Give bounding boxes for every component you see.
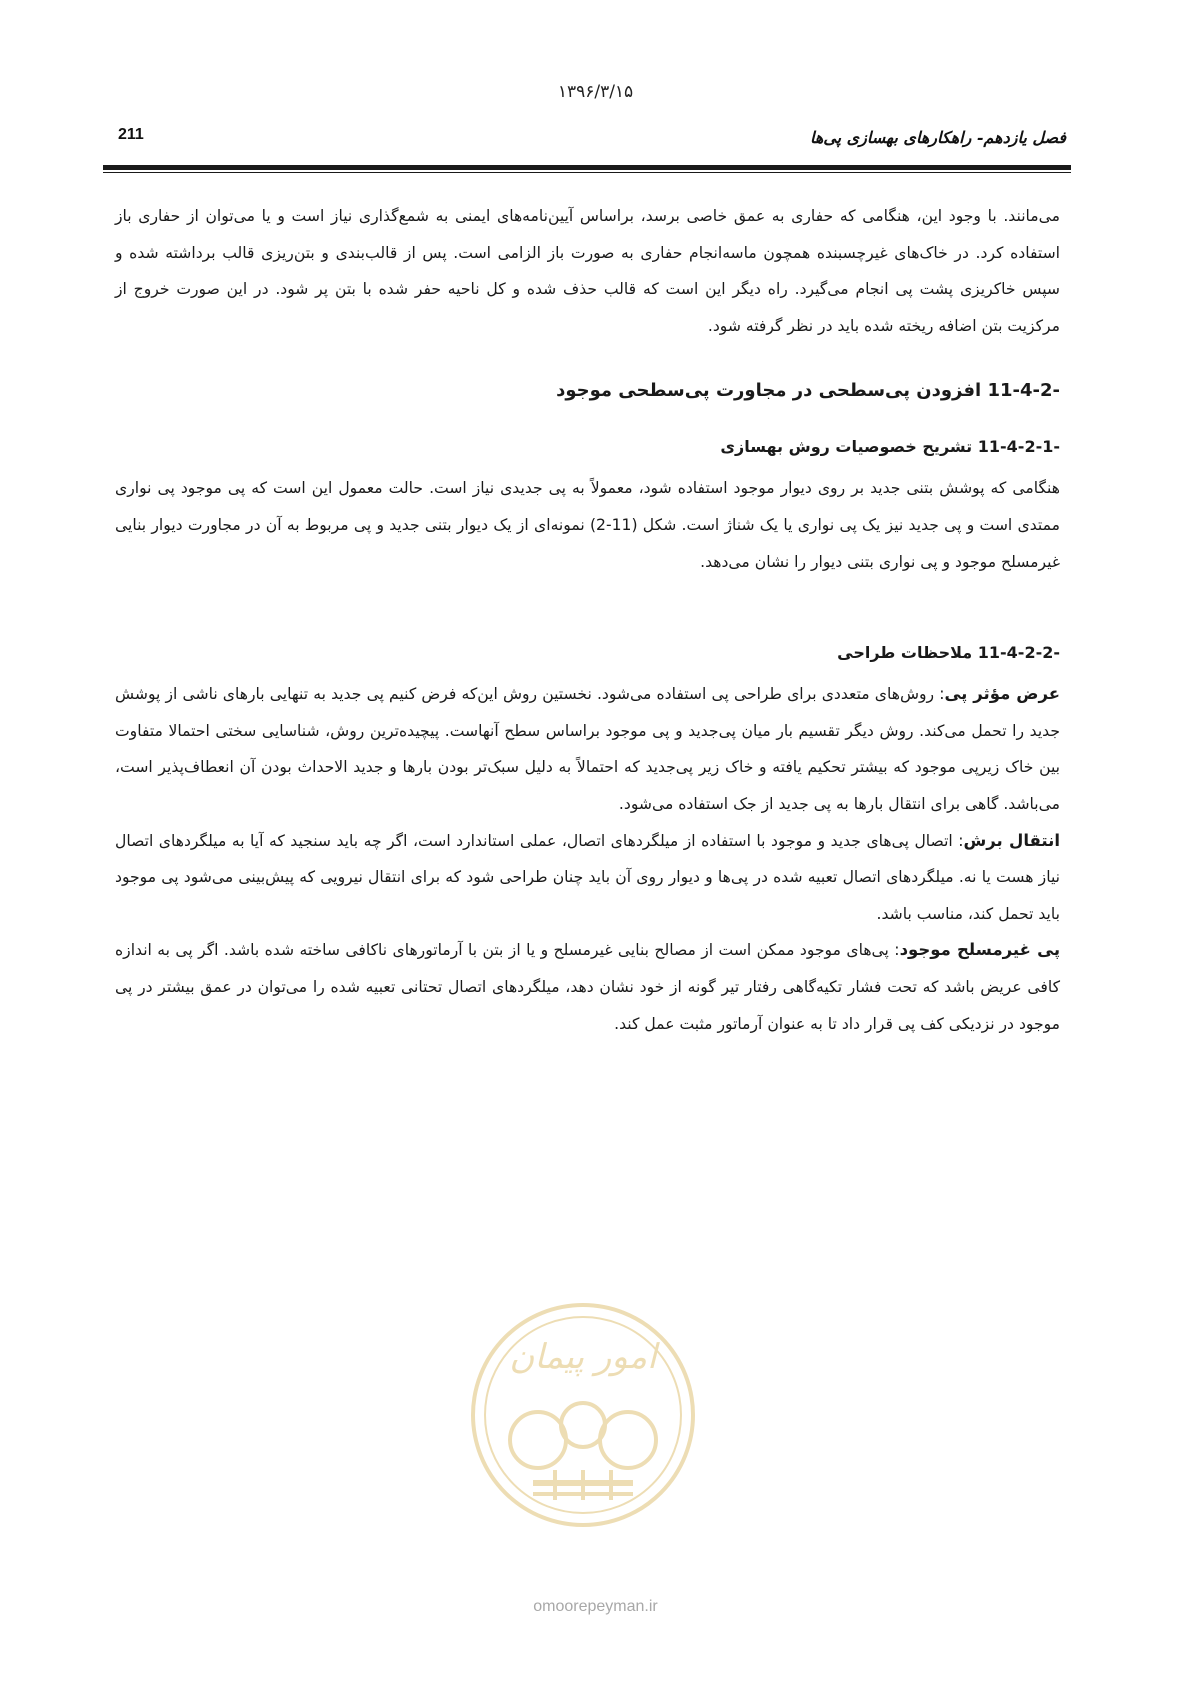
paragraph-text: : پی‌های موجود ممکن است از مصالح بنایی غیرمسلح و یا از بتن با آرماتورهای ناکافی ساخته شده باشد. اگر پی به اندازه کافی عریض باشد که تحت فشار تکیه‌گاهی رفتار تیر گونه از خود نشان دهد، میلگردهای اتصال تحتانی تعبیه شده را می‌توان در عمق بیشتر در پی موجود در نزدیکی کف پی قرار داد تا به عنوان آرماتور مثبت عمل کند. [115, 941, 1060, 1033]
section-number: 11-4-2- [987, 380, 1060, 402]
subsection-number: 11-4-2-2- [977, 643, 1060, 663]
effective-width-paragraph [115, 676, 1060, 822]
chapter-title: فصل یازدهم- راهکارهای بهسازی پی‌ها [809, 128, 1066, 147]
watermark-site: omoorepeyman.ir [533, 1598, 658, 1615]
paragraph-lead: پی غیرمسلح موجود [899, 940, 1061, 960]
omoorepeyman-seal-icon [443, 1290, 723, 1540]
document-body [115, 198, 1060, 1042]
page-date: ۱۳۹۶/۳/۱۵ [557, 82, 634, 102]
subsection-number: 11-4-2-1- [977, 437, 1060, 457]
paragraph-text: : روش‌های متعددی برای طراحی پی استفاده می‌شود. نخستین روش این‌که فرض کنیم پی جدید به تنهایی بارهای ناشی از پوشش جدید را تحمل می‌کند. روش دیگر تقسیم بار میان پی‌جدید و پی موجود براساس سطح آنهاست. پیچیده‌ترین روش، شناسایی سختی احتمالا متفاوت بین خاک زیرپی موجود که بیشتر تحکیم یافته و خاک زیر پی‌جدید که احتمالاً به دلیل سبک‌تر بودن بارها و جدید الاحداث بودن آن انعطاف‌پذیر است، می‌باشد. گاهی برای انتقال بارها به پی جدید از جک استفاده می‌شود. [115, 685, 1060, 813]
section-title: افزودن پی‌سطحی در مجاورت پی‌سطحی موجود [556, 380, 982, 402]
header-rule-thin [103, 172, 1071, 173]
subsection-title: ملاحظات طراحی [837, 643, 973, 663]
subsection-title: تشریح خصوصیات روش بهسازی [720, 437, 973, 457]
unreinforced-footing-paragraph [115, 932, 1060, 1042]
section-heading-11-4-2-2 [115, 638, 1060, 668]
section-heading-11-4-2-1 [115, 432, 1060, 462]
shear-transfer-paragraph [115, 823, 1060, 933]
description-paragraph: هنگامی که پوشش بتنی جدید بر روی دیوار موجود استفاده شود، معمولاً به پی جدیدی نیاز است. حالت معمول این است که پی موجود پی نواری ممتدی است و پی جدید نیز یک پی نواری یا یک شناژ است. شکل (11-2) نمونه‌ای از یک دیوار بتنی جدید و پی مربوط به آن در مجاورت دیوار بنایی غیرمسلح موجود و پی نواری بتنی دیوار را نشان می‌دهد. [115, 479, 1060, 571]
page-number: 211 [118, 126, 144, 143]
intro-paragraph: می‌مانند. با وجود این، هنگامی که حفاری به عمق خاصی برسد، براساس آیین‌نامه‌های ایمنی به شمع‌گذاری نیاز است و یا می‌توان از حفاری باز استفاده کرد. در خاک‌های غیرچسبنده همچون ماسه‌انجام حفاری به صورت باز الزامی است. پس از قالب‌بندی و بتن‌ریزی قالب برداشته شده و سپس خاکریزی پشت پی انجام می‌گیرد. راه دیگر این است که قالب حذف شده و کل ناحیه حفر شده با بتن پر شود. در این صورت خروج از مرکزیت بتن اضافه ریخته شده باید در نظر گرفته شود. [115, 207, 1060, 335]
section-heading-11-4-2 [115, 376, 1060, 406]
seal-text: امور پیمان [509, 1337, 657, 1377]
paragraph-lead: انتقال برش [963, 830, 1060, 850]
paragraph-lead: عرض مؤثر پی [944, 684, 1060, 704]
paragraph-text: : اتصال پی‌های جدید و موجود با استفاده از میلگردهای اتصال، عملی استاندارد است، اگر چه باید سنجید که آیا به میلگردهای اتصال نیاز هست یا نه. میلگردهای اتصال تعبیه شده در پی‌ها و دیوار روی آن باید چنان طراحی شود که برای انتقال نیرویی که پیش‌بینی می‌شود پی موجود باید تحمل کند، مناسب باشد. [115, 831, 1060, 923]
header-rule-thick [103, 165, 1071, 170]
